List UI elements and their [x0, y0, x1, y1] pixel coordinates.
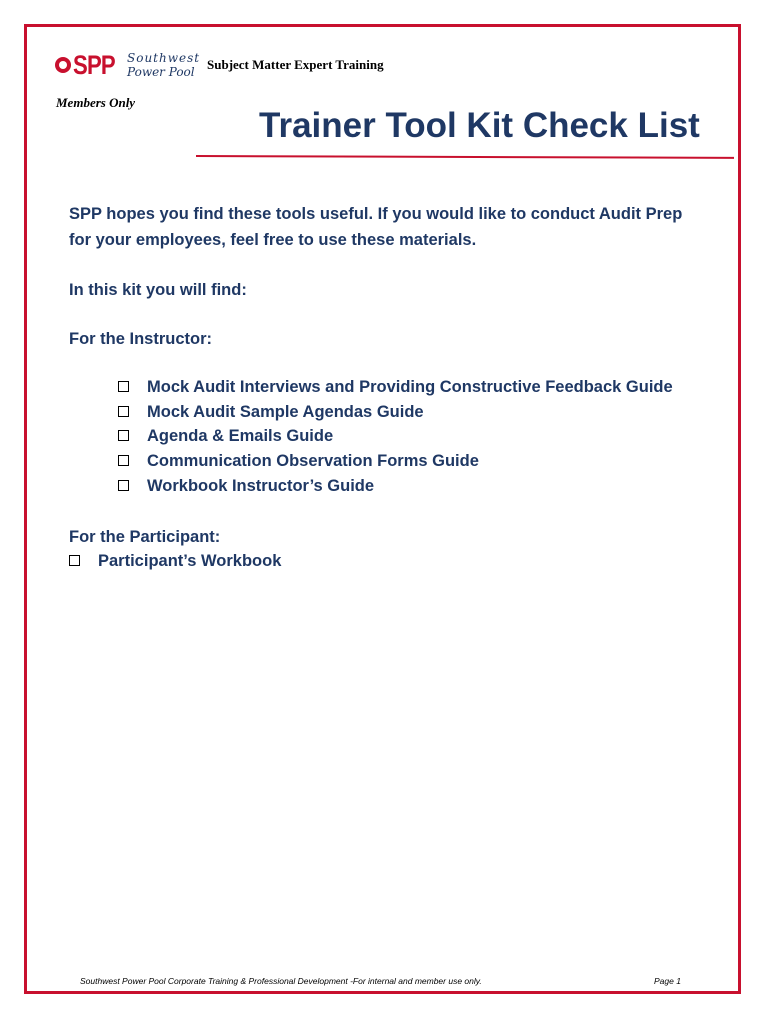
- intro-line-1: SPP hopes you find these tools useful. If you would like to conduct Audit Prep: [69, 205, 683, 223]
- checkbox-icon[interactable]: [118, 381, 129, 392]
- checklist-item-label: Participant’s Workbook: [98, 551, 282, 570]
- participant-checklist: [69, 549, 281, 574]
- checklist-item: [69, 549, 281, 574]
- intro-line-2: for your employees, feel free to use these materials.: [69, 231, 477, 249]
- page-title: Trainer Tool Kit Check List: [259, 106, 700, 145]
- header-subtitle: Subject Matter Expert Training: [207, 57, 384, 72]
- checkbox-icon[interactable]: [118, 455, 129, 466]
- kit-heading: In this kit you will find:: [69, 281, 247, 299]
- logo-abbr: SPP: [73, 49, 115, 80]
- checklist-item-label: Communication Observation Forms Guide: [147, 452, 479, 471]
- checklist-item-label: Workbook Instructor’s Guide: [147, 477, 375, 496]
- checklist-item-label: Agenda & Emails Guide: [147, 427, 334, 446]
- checklist-item: [118, 425, 673, 450]
- page-number: Page 1: [654, 976, 681, 986]
- intro-paragraph: [69, 201, 682, 253]
- instructor-heading: For the Instructor:: [69, 330, 212, 348]
- checkbox-icon[interactable]: [118, 406, 129, 417]
- members-only-label: Members Only: [56, 95, 136, 110]
- checkbox-icon[interactable]: [69, 555, 80, 566]
- checklist-item: [118, 400, 673, 425]
- checkbox-icon[interactable]: [118, 480, 129, 491]
- logo-line2: Power Pool: [127, 65, 195, 79]
- page-border: [24, 24, 741, 994]
- spp-logo: [55, 48, 200, 82]
- instructor-checklist: [118, 375, 673, 499]
- spp-logo-mark-icon: [55, 57, 71, 73]
- checklist-item-label: Mock Audit Sample Agendas Guide: [147, 402, 424, 421]
- checklist-item-label: Mock Audit Interviews and Providing Constructive Feedback Guide: [147, 377, 673, 396]
- footer-text: Southwest Power Pool Corporate Training & Professional Development -For internal and member use only.: [80, 976, 482, 986]
- checklist-item: [118, 449, 673, 474]
- logo-line1: Southwest: [127, 51, 201, 65]
- participant-heading: For the Participant:: [69, 528, 221, 546]
- checklist-item: [118, 375, 673, 400]
- logo-wordmark: [127, 51, 200, 79]
- checkbox-icon[interactable]: [118, 430, 129, 441]
- checklist-item: [118, 474, 673, 499]
